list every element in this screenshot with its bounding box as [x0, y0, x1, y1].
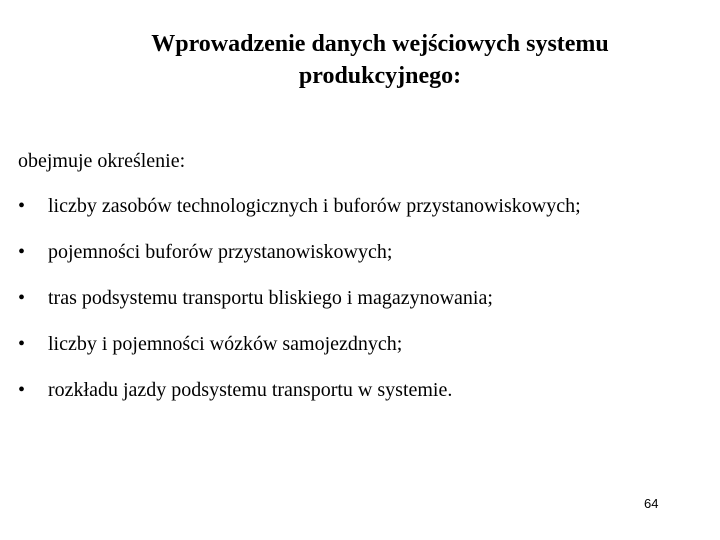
bullet-text: liczby i pojemności wózków samojezdnych;	[48, 333, 403, 355]
bullet-dot-icon: •	[18, 195, 26, 217]
bullet-dot-icon: •	[18, 333, 26, 355]
slide-title-line-1: Wprowadzenie danych wejściowych systemu	[151, 31, 609, 57]
bullet-dot-icon: •	[18, 241, 26, 263]
bullet-text: rozkładu jazdy podsystemu transportu w systemie.	[48, 379, 453, 401]
page-number: 64	[644, 496, 659, 511]
bullet-dot-icon: •	[18, 287, 26, 309]
bullet-text: liczby zasobów technologicznych i buforów przystanowiskowych;	[48, 195, 581, 217]
slide-title-line-2: produkcyjnego:	[298, 63, 462, 89]
bullet-text: pojemności buforów przystanowiskowych;	[48, 241, 393, 263]
bullet-dot-icon: •	[18, 379, 26, 401]
bullet-text: tras podsystemu transportu bliskiego i magazynowania;	[48, 287, 493, 309]
intro-text: obejmuje określenie:	[18, 150, 186, 172]
slide-title	[40, 28, 720, 92]
